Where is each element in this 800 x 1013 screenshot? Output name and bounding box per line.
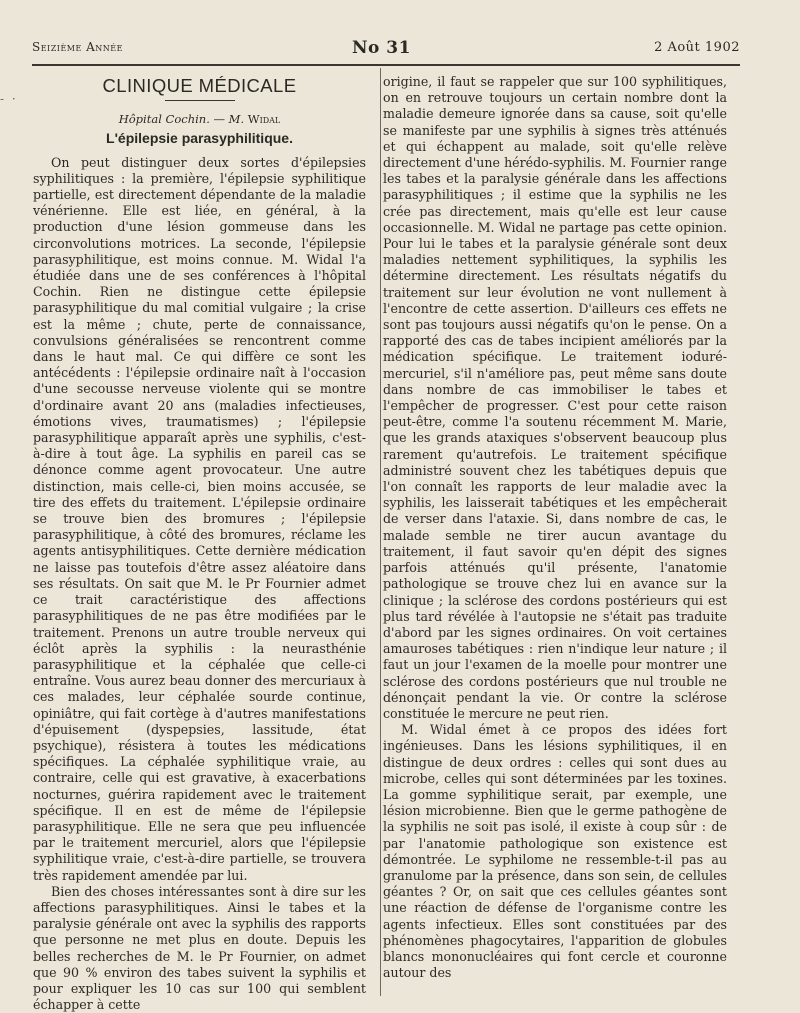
issue-date: 2 Août 1902 [654,40,740,55]
left-column [33,76,366,1013]
section-title: CLINIQUE MÉDICALE [102,75,297,96]
masthead [32,38,740,60]
paragraph: M. Widal émet à ce propos des idées fort ingénieuses. Dans les lésions syphilitiques, il en distingue de deux ordres : celles qui sont dues au microbe, celles qui sont déterminées par les toxines. La gomme syphilitique serait, par exemple, une lésion microbienne. Bien que le germe pathogène de la syphilis ne soit pas isolé, il existe à coup sûr : de par l'anatomie pathologique son existence est démontrée. Le syphilome ne ressemble-t-il pas au granulome par la présence, dans son sein, de cellules géantes ? Or, on sait que ces cellules géantes sont une réaction de défense de l'organisme contre les agents infectieux. Elles sont constituées par des phénomènes phagocytaires, l'apparition de globules blancs mononucléaires qui font cercle et couronne autour des [383,722,727,981]
paragraph: origine, il faut se rappeler que sur 100 syphilitiques, on en retrouve toujours un certain nombre dont la maladie demeure ignorée dans sa cause, soit qu'elle se manifeste par une syphilis à signes très atténués et qui échappent au malade, soit qu'elle relève directement d'une hérédo-syphilis. M. Fournier range les tabes et la paralysie générale dans les affections parasyphilitiques ; il estime que la syphilis ne les crée pas directement, mais qu'elle est leur cause occasionnelle. M. Widal ne partage pas cette opinion. Pour lui le tabes et la paralysie générale sont deux maladies nettement syphilitiques, la syphilis les détermine directement. Les résultats négatifs du traitement sur leur évolution ne vont nullement à l'encontre de cette assertion. D'ailleurs ces effets ne sont pas toujours aussi négatifs qu'on le pense. On a rapporté des cas de tabes incipient améliorés par la médication spécifique. Le traitement ioduré-mercuriel, s'il n'améliore pas, peut même sans doute dans nombre de cas immobiliser le tabes et l'empêcher de progresser. C'est pour cette raison peut-être, comme l'a soutenu récemment M. Marie, que les grands ataxiques s'observent beaucoup plus rarement qu'autrefois. Le traitement spécifique administré souvent chez les tabétiques depuis que l'on connaît les rapports de leur maladie avec la syphilis, les laisserait tabétiques et les empêcherait de verser dans l'ataxie. Si, dans nombre de cas, le malade semble ne tirer aucun avantage du traitement, il faut savoir qu'en dépit des signes parfois atténués qu'il présente, l'anatomie pathologique se trouve chez lui en avance sur la clinique ; la sclérose des cordons postérieurs qui est plus tard révélée à l'autopsie ne s'était pas traduite d'abord par les signes ordinaires. On voit certaines amauroses tabétiques : rien n'indique leur nature ; il faut un jour l'examen de la moelle pour montrer une sclérose des cordons postérieurs que nul trouble ne dénonçait pendant la vie. Or contre la sclérose constituée le mercure ne peut rien. [383,74,727,721]
paragraph: On peut distinguer deux sortes d'épilepsies syphilitiques : la première, l'épilepsie syphilitique partielle, est directement dépendante de la maladie vénérienne. Elle est liée, en général, à la production d'une lésion gommeuse dans les circonvolutions motrices. La seconde, l'épilepsie parasyphilitique, est moins connue. M. Widal l'a étudiée dans une de ses conférences à l'hôpital Cochin. Rien ne distingue cette épilepsie parasyphilitique du mal comitial vulgaire ; la crise est la même ; chute, perte de connaissance, convulsions généralisées se rencontrent comme dans le haut mal. Ce qui diffère ce sont les antécédents : l'épilepsie ordinaire naît à l'occasion d'une secousse nerveuse violente qui se montre d'ordinaire avant 20 ans (maladies infectieuses, émotions vives, traumatismes) ; l'épilepsie parasyphilitique apparaît après une syphilis, c'est-à-dire à tout âge. La syphilis en pareil cas se dénonce comme agent provocateur. Une autre distinction, mais celle-ci, bien moins accusée, se tire des effets du traitement. L'épilepsie ordinaire se trouve bien des bromures ; l'épilepsie parasyphilitique, à côté des bromures, réclame les agents antisyphilitiques. Cette dernière médication ne laisse pas toutefois d'être assez aléatoire dans ses résultats. On sait que M. le Pr Fournier admet ce trait caractéristique des affections parasyphilitiques de ne pas être modifiées par le traitement. Prenons un autre trouble nerveux qui éclôt après la syphilis : la neurasthénie parasyphilitique et la céphalée que celle-ci entraîne. Vous aurez beau donner des mercuriaux à ces malades, leur céphalée sourde continue, opiniâtre, qui fait cortège à d'autres manifestations d'épuisement (dyspepsies, lassitude, état psychique), résistera à toutes les médications spécifiques. La céphalée syphilitique vraie, au contraire, celle qui est gravative, à exacerbations nocturnes, guérira rapidement avec le traitement spécifique. Il en est de même de l'épilepsie parasyphilitique. Elle ne sera que peu influencée par le traitement mercuriel, alors que l'épilepsie syphilitique vraie, c'est-à-dire partielle, se trouvera très rapidement amendée par lui. [33,154,366,883]
issue-number: No 31 [352,38,411,58]
volume-label: Seizième Année [32,40,123,54]
paragraph: Bien des choses intéressantes sont à dire sur les affections parasyphilitiques. Ainsi le tabes et la paralysie générale ont avec la syphilis des rapports que personne ne met plus en doute. Depuis les belles recherches de M. le Pr Fournier, on admet que 90 % environ des tabes suivent la syphilis et pour expliquer les 10 cas sur 100 qui semblent échapper à cette [33,883,366,1013]
byline-separator: — M. [209,112,248,127]
header-rule [32,64,740,66]
margin-mark: - · [0,92,18,106]
title-rule [165,100,235,101]
byline-place: Hôpital Cochin. [118,112,210,127]
column-divider [380,68,381,996]
right-column [383,74,727,981]
byline-author: Widal [247,112,281,127]
article-title: L'épilepsie parasyphilitique. [106,130,293,147]
byline [33,111,366,127]
